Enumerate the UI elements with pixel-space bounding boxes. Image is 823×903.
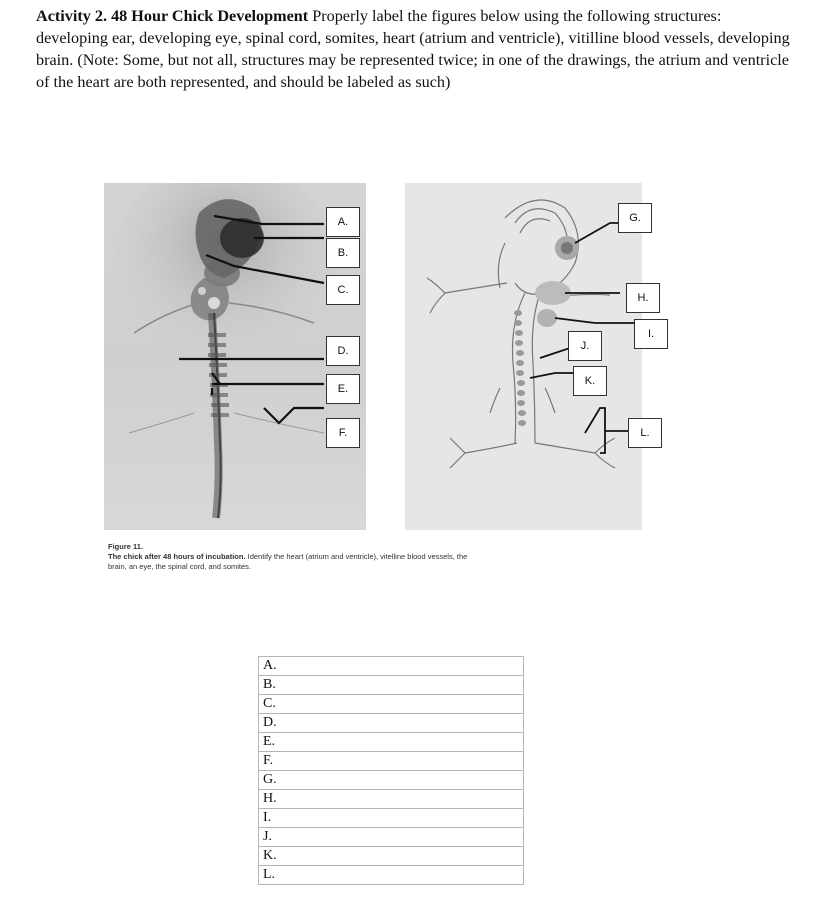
answer-letter: A. [263,658,277,673]
diagram-label-g: G. [618,203,652,233]
answer-cell[interactable] [259,809,524,828]
answer-row [259,790,524,809]
answer-row [259,752,524,771]
caption-title: Figure 11. [108,542,144,551]
answer-letter: L. [263,867,276,882]
answer-row [259,828,524,847]
activity-instructions [36,5,796,93]
figure-caption [108,542,488,572]
answer-letter: G. [263,772,277,787]
answer-cell[interactable] [259,771,524,790]
photo-label-d: D. [326,336,360,366]
answer-cell[interactable] [259,676,524,695]
answer-cell[interactable] [259,828,524,847]
diagram-label-h: H. [626,283,660,313]
photo-label-e: E. [326,374,360,404]
answer-letter: E. [263,734,276,749]
answer-letter: B. [263,677,276,692]
answer-row [259,771,524,790]
answer-table [258,656,524,885]
answer-cell[interactable] [259,733,524,752]
answer-letter: C. [263,696,276,711]
caption-text: Identify the heart (atrium and ventricle), vitelline blood vessels, the brain, an eye, the spinal cord, and somites. [108,552,468,571]
answer-letter: J. [263,829,272,844]
answer-letter: K. [263,848,277,863]
photo-label-b: B. [326,238,360,268]
answer-row [259,657,524,676]
answer-cell[interactable] [259,695,524,714]
answer-cell[interactable] [259,752,524,771]
answer-row [259,676,524,695]
caption-body [108,552,488,572]
answer-row [259,714,524,733]
answer-cell[interactable] [259,714,524,733]
answer-letter: H. [263,791,277,806]
diagram-label-j: J. [568,331,602,361]
photo-label-f: F. [326,418,360,448]
answer-row [259,695,524,714]
answer-letter: D. [263,715,277,730]
answer-row [259,809,524,828]
diagram-label-i: I. [634,319,668,349]
answer-row [259,847,524,866]
answer-cell[interactable] [259,847,524,866]
answer-row [259,733,524,752]
diagram-label-k: K. [573,366,607,396]
photo-label-c: C. [326,275,360,305]
activity-text: Properly label the figures below using the following structures: developing ear, developing eye, spinal cord, somites, heart (atrium and ventricle), vitilline blood vessels, developing brain. (Note: Some, but not all, structures may be represented twice; in one of the drawings, the atrium and ventricle of the heart are both represented, and should be labeled as such) [36,7,790,91]
embryo-diagram [405,183,642,530]
photo-label-a: A. [326,207,360,237]
answer-letter: F. [263,753,274,768]
answer-letter: I. [263,810,272,825]
activity-title: Activity 2. 48 Hour Chick Development [36,7,309,25]
embryo-diagram-illustration [405,183,642,530]
caption-bold: The chick after 48 hours of incubation. [108,552,246,561]
diagram-label-l: L. [628,418,662,448]
answer-cell[interactable] [259,790,524,809]
answer-cell[interactable] [259,657,524,676]
answer-row [259,866,524,885]
answer-cell[interactable] [259,866,524,885]
